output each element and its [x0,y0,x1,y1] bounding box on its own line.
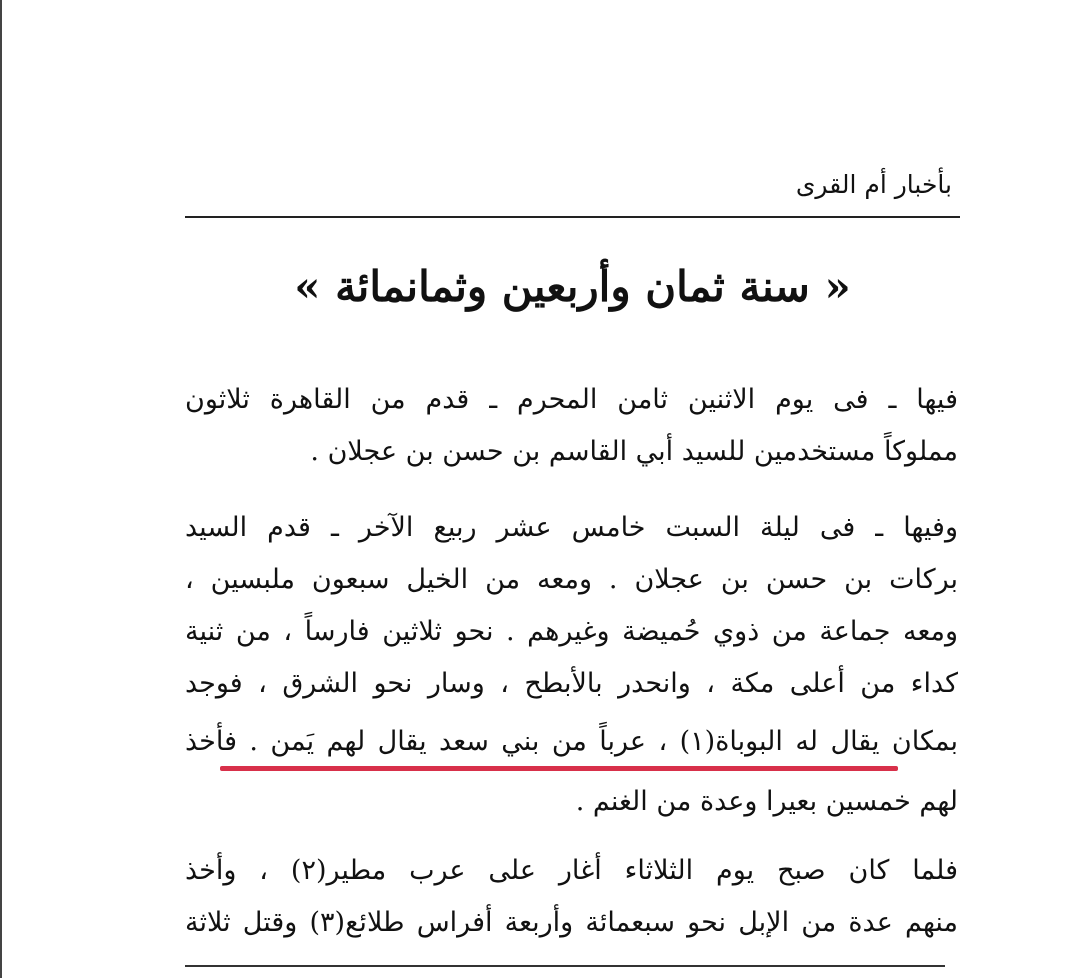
paragraph-1-line-1: فيها ـ فى يوم الاثنين ثامن المحرم ـ قدم من القاهرة ثلاثون [185,384,958,415]
paragraph-2-line-1: وفيها ـ فى ليلة السبت خامس عشر ربيع الآخر ـ قدم السيد [185,512,958,543]
paragraph-3-line-2: منهم عدة من الإبل نحو سبعمائة وأربعة أفراس طلائع(٣) وقتل ثلاثة [185,907,959,938]
paragraph-3-line-1: فلما كان صبح يوم الثلاثاء أغار على عرب مطير(٢) ، وأخذ [185,855,958,886]
bottom-rule [185,965,945,967]
paragraph-2-line-3: ومعه جماعة من ذوي حُميضة وغيرهم . نحو ثلاثين فارساً ، من ثنية [185,616,958,647]
paragraph-1-line-2: مملوكاً مستخدمين للسيد أبي القاسم بن حسن بن عجلان . [310,436,958,467]
header-rule [185,216,960,218]
paragraph-2-line-4: كداء من أعلى مكة ، وانحدر بالأبطح ، وسار نحو الشرق ، فوجد [185,668,958,699]
running-header: بأخبار أم القرى [795,170,952,199]
page-edge-line [0,0,2,978]
chapter-title: « سنة ثمان وأربعين وثمانمائة » [294,262,851,311]
paragraph-2-line-6: لهم خمسين بعيرا وعدة من الغنم . [575,786,958,817]
red-highlight-underline [220,766,898,771]
paragraph-2-line-5: بمكان يقال له البوباة(١) ، عرباً من بني سعد يقال لهم يَمن . فأخذ [185,726,958,757]
paragraph-2-line-2: بركات بن حسن بن عجلان . ومعه من الخيل سبعون ملبسين ، [185,564,958,595]
